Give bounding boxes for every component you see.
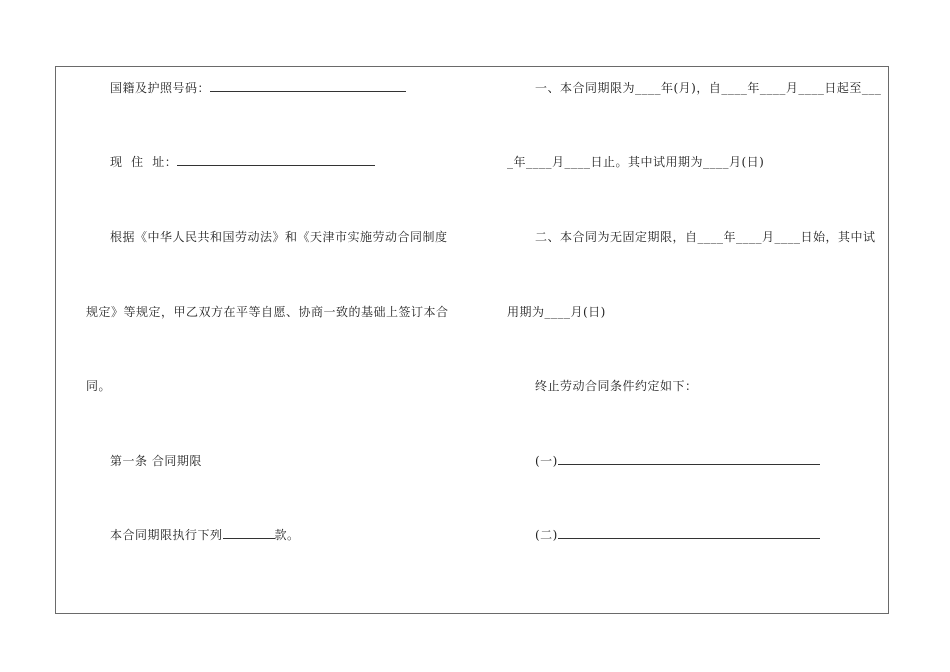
item2-label: (二)	[535, 528, 558, 542]
clause1-line-1: 一、本合同期限为____年(月)，自____年____月____日起至___	[535, 81, 882, 95]
address-blank[interactable]	[177, 154, 375, 166]
nationality-blank[interactable]	[210, 80, 406, 92]
item1-blank[interactable]	[558, 453, 820, 465]
item2-blank[interactable]	[558, 527, 820, 539]
item1-label: (一)	[535, 454, 558, 468]
clause1-line-2: _年____月____日止。其中试用期为____月(日)	[507, 155, 765, 169]
article1-text-b: 款。	[274, 528, 300, 542]
termination-item-2	[535, 527, 820, 543]
article1-title: 第一条 合同期限	[110, 454, 202, 468]
basis-line-1: 根据《中华人民共和国劳动法》和《天津市实施劳动合同制度	[110, 230, 448, 244]
basis-line-2: 规定》等规定，甲乙双方在平等自愿、协商一致的基础上签订本合	[86, 305, 449, 319]
nationality-line	[110, 80, 406, 96]
article1-blank[interactable]	[223, 527, 275, 539]
clause2-line-2: 用期为____月(日)	[507, 305, 606, 319]
termination-title: 终止劳动合同条件约定如下：	[535, 379, 698, 393]
article1-text-a: 本合同期限执行下列	[110, 528, 223, 542]
address-label: 现 住 址：	[110, 155, 178, 169]
termination-item-1	[535, 453, 820, 469]
article1-text	[110, 527, 300, 543]
basis-line-3: 同。	[86, 379, 112, 393]
address-line	[110, 154, 375, 170]
clause2-line-1: 二、本合同为无固定期限，自____年____月____日始，其中试	[535, 230, 876, 244]
nationality-label: 国籍及护照号码：	[110, 81, 211, 95]
